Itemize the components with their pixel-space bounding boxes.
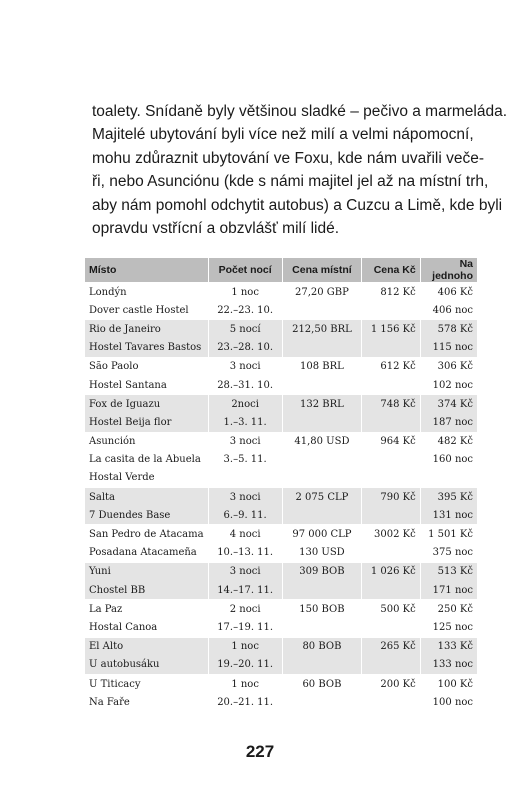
cell-pocet-noci: 10.–13. 11.: [208, 544, 282, 563]
cell-pocet-noci: 2 noci: [208, 600, 282, 619]
cell-misto: San Pedro de Atacama: [85, 525, 208, 544]
cell-cena-mistni: [282, 301, 361, 320]
cell-cena-mistni: [282, 339, 361, 358]
cell-cena-kc: 1 156 Kč: [362, 320, 421, 339]
cell-pocet-noci: 28.–31. 10.: [208, 376, 282, 395]
table-row: [85, 600, 477, 619]
cell-misto: Rio de Janeiro: [85, 320, 208, 339]
cell-misto: Dover castle Hostel: [85, 301, 208, 320]
cell-misto: Posadana Atacameña: [85, 544, 208, 563]
cell-misto: Fox de Iguazu: [85, 395, 208, 414]
cell-na-jednoho: 171 noc: [420, 581, 477, 600]
cell-cena-kc: 200 Kč: [362, 674, 421, 693]
cell-misto: U autobusáku: [85, 656, 208, 675]
cell-cena-mistni: [282, 693, 361, 711]
cell-pocet-noci: 14.–17. 11.: [208, 581, 282, 600]
table-row: [85, 637, 477, 656]
table-row: [85, 506, 477, 525]
cell-cena-mistni: 212,50 BRL: [282, 320, 361, 339]
cell-cena-mistni: 130 USD: [282, 544, 361, 563]
cell-pocet-noci: 20.–21. 11.: [208, 693, 282, 711]
cell-na-jednoho: 482 Kč: [420, 432, 477, 451]
cell-misto: El Alto: [85, 637, 208, 656]
table-row: [85, 339, 477, 358]
cell-na-jednoho: 395 Kč: [420, 488, 477, 507]
cell-cena-kc: 1 026 Kč: [362, 562, 421, 581]
cell-cena-mistni: [282, 581, 361, 600]
cell-cena-kc: 612 Kč: [362, 357, 421, 376]
cell-cena-kc: [362, 413, 421, 432]
cell-cena-mistni: 309 BOB: [282, 562, 361, 581]
cell-pocet-noci: 22.–23. 10.: [208, 301, 282, 320]
cell-cena-kc: [362, 581, 421, 600]
cell-misto: Salta: [85, 488, 208, 507]
header-cena-kc: Cena Kč: [362, 258, 421, 283]
cell-na-jednoho: 406 Kč: [420, 283, 477, 302]
cell-misto: 7 Duendes Base: [85, 506, 208, 525]
cell-pocet-noci: [208, 469, 282, 488]
table-row: [85, 544, 477, 563]
cell-misto: La casita de la Abuela: [85, 451, 208, 469]
cell-na-jednoho: 115 noc: [420, 339, 477, 358]
table-row: [85, 357, 477, 376]
cell-pocet-noci: 1.–3. 11.: [208, 413, 282, 432]
cell-cena-kc: [362, 693, 421, 711]
cell-na-jednoho: 513 Kč: [420, 562, 477, 581]
cell-pocet-noci: 19.–20. 11.: [208, 656, 282, 675]
cell-pocet-noci: 4 noci: [208, 525, 282, 544]
cell-pocet-noci: 17.–19. 11.: [208, 618, 282, 637]
table-row: [85, 451, 477, 469]
table-row: [85, 525, 477, 544]
cell-pocet-noci: 1 noc: [208, 674, 282, 693]
cell-cena-kc: [362, 469, 421, 488]
cell-cena-kc: [362, 506, 421, 525]
cell-cena-mistni: 132 BRL: [282, 395, 361, 414]
cell-pocet-noci: 23.–28. 10.: [208, 339, 282, 358]
header-misto: Místo: [85, 258, 208, 283]
cell-cena-mistni: 97 000 CLP: [282, 525, 361, 544]
cell-cena-mistni: 60 BOB: [282, 674, 361, 693]
cell-na-jednoho: 125 noc: [432, 621, 473, 633]
paragraph-line: toalety. Snídaně byly většinou sladké – pečivo a marmeláda.: [92, 103, 508, 120]
cell-cena-kc: [362, 376, 421, 395]
cell-cena-mistni: [282, 451, 361, 469]
cell-misto: La Paz: [85, 600, 208, 619]
table-row: [85, 488, 477, 507]
cell-cena-mistni: 150 BOB: [282, 600, 361, 619]
header-na-jednoho: Na jednoho: [420, 258, 477, 283]
table-header-row: [85, 258, 477, 283]
page-number: 227: [245, 742, 275, 761]
table-row: [85, 674, 477, 693]
cell-pocet-noci: 3 noci: [208, 357, 282, 376]
table-row: [85, 562, 477, 581]
cell-cena-kc: [362, 451, 421, 469]
cell-cena-mistni: [282, 469, 361, 488]
cell-pocet-noci: 3.–5. 11.: [208, 451, 282, 469]
cell-pocet-noci: 1 noc: [208, 283, 282, 302]
cell-na-jednoho: 160 noc: [432, 454, 473, 466]
cell-cena-kc: 500 Kč: [362, 600, 421, 619]
cell-misto: Yuni: [85, 562, 208, 581]
cell-cena-kc: 3002 Kč: [362, 525, 421, 544]
cell-cena-kc: 812 Kč: [362, 283, 421, 302]
cell-cena-kc: 748 Kč: [362, 395, 421, 414]
cell-na-jednoho: 306 Kč: [420, 357, 477, 376]
cell-pocet-noci: 1 noc: [208, 637, 282, 656]
cell-misto: Hostel Beija flor: [85, 413, 208, 432]
cell-misto: Chostel BB: [85, 581, 208, 600]
cell-na-jednoho: 374 Kč: [420, 395, 477, 414]
cell-na-jednoho: 100 noc: [432, 696, 473, 708]
cell-cena-mistni: 108 BRL: [282, 357, 361, 376]
paragraph-line: Majitelé ubytování byli více než milí a velmi nápomocní,: [92, 126, 474, 144]
cell-misto: Asunción: [85, 432, 208, 451]
cell-cena-mistni: [282, 656, 361, 675]
header-pocet-noci: Počet nocí: [208, 258, 282, 283]
cell-cena-mistni: [282, 413, 361, 432]
cell-misto: Na Faře: [85, 693, 208, 711]
table-row: [85, 469, 477, 488]
table-row: [85, 376, 477, 395]
paragraph-line: ři, nebo Asunciónu (kde s námi majitel jel až na místní trh,: [92, 173, 489, 191]
cell-cena-mistni: [282, 618, 361, 637]
cell-misto: Hostal Canoa: [85, 618, 208, 637]
accommodation-price-table: [85, 258, 477, 711]
cell-cena-kc: 265 Kč: [362, 637, 421, 656]
cell-cena-kc: [362, 544, 421, 563]
cell-pocet-noci: 3 noci: [208, 432, 282, 451]
cell-pocet-noci: 3 noci: [208, 562, 282, 581]
table-row: [85, 581, 477, 600]
cell-cena-mistni: 80 BOB: [282, 637, 361, 656]
table-body: [85, 283, 477, 712]
table-row: [85, 320, 477, 339]
cell-na-jednoho: 133 noc: [420, 656, 477, 675]
cell-na-jednoho: 133 Kč: [420, 637, 477, 656]
cell-na-jednoho: 131 noc: [420, 506, 477, 525]
cell-cena-kc: 964 Kč: [362, 432, 421, 451]
cell-misto: São Paolo: [85, 357, 208, 376]
cell-na-jednoho: 375 noc: [432, 547, 473, 559]
cell-pocet-noci: 6.–9. 11.: [208, 506, 282, 525]
cell-misto: Hostel Santana: [85, 376, 208, 395]
cell-cena-kc: [362, 618, 421, 637]
cell-pocet-noci: 3 noci: [208, 488, 282, 507]
paragraph-line: opravdu vstřícní a obzvlášť milí lidé.: [92, 220, 340, 238]
table-row: [85, 693, 477, 711]
cell-cena-kc: [362, 339, 421, 358]
cell-cena-kc: 790 Kč: [362, 488, 421, 507]
table-row: [85, 283, 477, 302]
paragraph-line: mohu zdůraznit ubytování ve Foxu, kde nám uvařili veče-: [92, 149, 484, 167]
cell-cena-mistni: [282, 506, 361, 525]
cell-pocet-noci: 5 nocí: [208, 320, 282, 339]
cell-misto: Hostal Verde: [85, 469, 208, 488]
cell-misto: Londýn: [85, 283, 208, 302]
table-row: [85, 301, 477, 320]
cell-cena-mistni: [282, 376, 361, 395]
cell-na-jednoho: 406 noc: [432, 304, 473, 316]
paragraph-line: aby nám pomohl odchytit autobus) a Cuzcu a Limě, kde byli: [92, 196, 503, 214]
cell-misto: U Titicacy: [85, 674, 208, 693]
cell-pocet-noci: 2noci: [208, 395, 282, 414]
cell-na-jednoho: 102 noc: [432, 379, 473, 391]
cell-cena-mistni: 41,80 USD: [282, 432, 361, 451]
cell-na-jednoho: 187 noc: [420, 413, 477, 432]
cell-cena-mistni: 2 075 CLP: [282, 488, 361, 507]
table-row: [85, 395, 477, 414]
header-cena-mistni: Cena místní: [282, 258, 361, 283]
cell-misto: Hostel Tavares Bastos: [85, 339, 208, 358]
table-row: [85, 656, 477, 675]
cell-cena-kc: [362, 656, 421, 675]
table-row: [85, 432, 477, 451]
cell-cena-mistni: 27,20 GBP: [282, 283, 361, 302]
cell-cena-kc: [362, 301, 421, 320]
body-paragraph: [92, 100, 508, 240]
table-row: [85, 618, 477, 637]
cell-na-jednoho: 250 Kč: [420, 600, 477, 619]
table-row: [85, 413, 477, 432]
cell-na-jednoho: [420, 469, 477, 488]
cell-na-jednoho: 1 501 Kč: [420, 525, 477, 544]
cell-na-jednoho: 100 Kč: [420, 674, 477, 693]
cell-na-jednoho: 578 Kč: [420, 320, 477, 339]
